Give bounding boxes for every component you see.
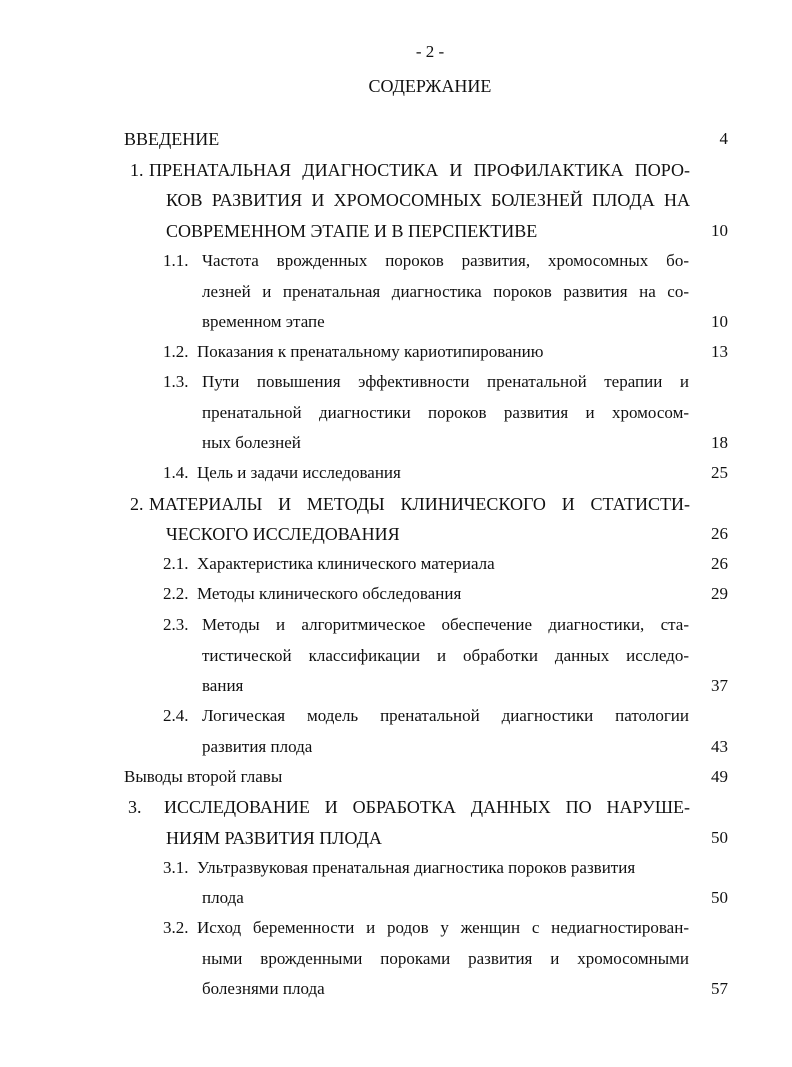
toc-page-number: 49 — [711, 767, 728, 786]
toc-page-number: 57 — [711, 979, 728, 998]
toc-page-number: 4 — [719, 129, 728, 148]
toc-line: Пути повышения эффективности пренатальной терапии и — [202, 372, 689, 391]
toc-number: 1.1. — [163, 251, 189, 270]
toc-line: Частота врожденных пороков развития, хромосомных бо- — [202, 251, 689, 270]
toc-number: 3.2. — [163, 918, 189, 937]
toc-line: тистической классификации и обработки данных исследо- — [202, 646, 689, 665]
toc-line: Методы клинического обследования — [197, 584, 462, 603]
toc-line: Показания к пренатальному кариотипированию — [197, 342, 544, 361]
toc-line: МАТЕРИАЛЫ И МЕТОДЫ КЛИНИЧЕСКОГО И СТАТИСТИ- — [149, 494, 690, 514]
toc-line: Логическая модель пренатальной диагностики патологии — [202, 706, 689, 725]
toc-number: 1.3. — [163, 372, 189, 391]
toc-page-number: 26 — [711, 554, 728, 573]
toc-line: пренатальной диагностики пороков развития и хромосом- — [202, 403, 689, 422]
toc-number: 1.2. — [163, 342, 189, 361]
toc-line: ПРЕНАТАЛЬНАЯ ДИАГНОСТИКА И ПРОФИЛАКТИКА ПОРО- — [149, 160, 690, 180]
toc-number: 1.4. — [163, 463, 189, 482]
toc-line: Исход беременности и родов у женщин с недиагностирован- — [197, 918, 689, 937]
toc-page-number: 13 — [711, 342, 728, 361]
toc-line: Цель и задачи исследования — [197, 463, 401, 482]
toc-line: вания — [202, 676, 244, 695]
toc-page-number: 29 — [711, 584, 728, 603]
toc-line: развития плода — [202, 737, 313, 756]
toc-page-number: 18 — [711, 433, 728, 452]
toc-line: плода — [202, 888, 244, 907]
toc-page-number: 26 — [711, 524, 728, 543]
toc-number: 2.1. — [163, 554, 189, 573]
page-number: - 2 - — [415, 42, 445, 61]
toc-label: Выводы второй главы — [124, 767, 283, 786]
toc-page-number: 25 — [711, 463, 728, 482]
toc-label: ВВЕДЕНИЕ — [124, 129, 220, 149]
toc-number: 2.4. — [163, 706, 189, 725]
toc-line: НИЯМ РАЗВИТИЯ ПЛОДА — [166, 828, 382, 848]
toc-number: 2. — [130, 494, 144, 514]
toc-number: 2.3. — [163, 615, 189, 634]
toc-page-number: 50 — [711, 828, 728, 847]
toc-page-number: 10 — [711, 221, 728, 240]
toc-number: 3.1. — [163, 858, 189, 877]
page-title: СОДЕРЖАНИЕ — [368, 76, 492, 96]
toc-line: болезнями плода — [202, 979, 325, 998]
toc-page-number: 50 — [711, 888, 728, 907]
toc-line: Ультразвуковая пренатальная диагностика пороков развития — [197, 858, 636, 877]
toc-number: 2.2. — [163, 584, 189, 603]
toc-line: ИССЛЕДОВАНИЕ И ОБРАБОТКА ДАННЫХ ПО НАРУШЕ- — [164, 797, 690, 817]
toc-number: 3. — [128, 797, 142, 817]
toc-line: КОВ РАЗВИТИЯ И ХРОМОСОМНЫХ БОЛЕЗНЕЙ ПЛОДА НА — [166, 190, 690, 210]
toc-page-number: 37 — [711, 676, 728, 695]
toc-number: 1. — [130, 160, 144, 180]
toc-line: временном этапе — [202, 312, 325, 331]
toc-line: Методы и алгоритмическое обеспечение диагностики, ста- — [202, 615, 689, 634]
toc-line: ЧЕСКОГО ИССЛЕДОВАНИЯ — [166, 524, 400, 544]
toc-line: ными врожденными пороками развития и хромосомными — [202, 949, 689, 968]
toc-page-number: 43 — [711, 737, 728, 756]
toc-line: Характеристика клинического материала — [197, 554, 495, 573]
toc-line: лезней и пренатальная диагностика пороков развития на со- — [202, 282, 689, 301]
toc-page-number: 10 — [711, 312, 728, 331]
toc-line: СОВРЕМЕННОМ ЭТАПЕ И В ПЕРСПЕКТИВЕ — [166, 221, 538, 241]
toc-line: ных болезней — [202, 433, 301, 452]
